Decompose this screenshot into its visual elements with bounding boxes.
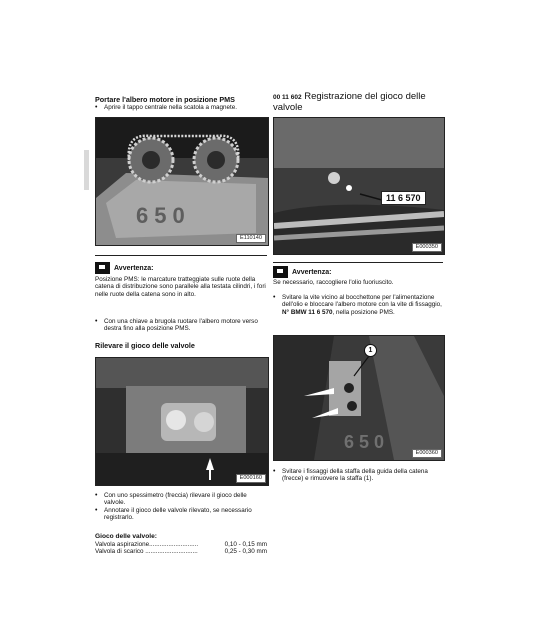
warning-title: Avvertenza: [114,264,154,272]
step-remove-bracket-text: • Svitare i fissaggi della staffa della guida della catena (frecce) e rimuovere la staffa (1). [273,468,443,483]
photo-feeler-gauge [95,357,269,486]
warning-hand-icon [273,266,288,278]
step-open-cap: • Aprire il tappo centrale nella scatola a magnete. [95,104,267,111]
warning-text-oil: Se necessario, raccogliere l'olio fuoriuscito. [273,279,394,286]
part-number-label: 1 [364,344,377,357]
left-heading-pms-block [95,96,267,111]
photo-code-label: E000350 [412,243,442,252]
warning-text-pms: Posizione PMS: le marcature tratteggiate sulle ruote della catena di distribuzione sono parallele alla testata cilindri, i fori nelle ruote della catena sono in alto. [95,276,266,298]
step-lock-post: , nella posizione PMS. [332,308,395,316]
spec-label-intake: Valvola aspirazione............................ [95,541,199,548]
separator-line [273,262,443,263]
step-rotate-crank [95,318,267,333]
warning-hand-icon [95,262,110,274]
spec-table [95,533,267,556]
photo-code-label: E000360 [412,449,442,458]
svg-text:650: 650 [136,203,191,228]
photo-code-label: E110140 [236,234,266,243]
step-lock-crank [273,294,443,316]
spec-row-exhaust [95,548,267,555]
section-code: 00 11 602 [273,94,302,101]
measure-steps [95,492,267,522]
step-rotate-crank-text: • Con una chiave a brugola ruotare l'albero motore verso destra fino alla posizione PMS. [95,318,267,333]
tool-number: N° BMW 11 6 570 [282,308,333,316]
photo-timing-chain [95,117,269,246]
heading-valve-clearance: Rilevare il gioco delle valvole [95,341,195,350]
step-note-clearance: • Annotare il gioco delle valvole rilevato, se necessario registrarlo. [95,507,267,522]
spec-row-intake [95,541,267,548]
page-edge-marker [84,150,89,190]
step-measure-clearance: • Con uno spessimetro (freccia) rilevare il gioco delle valvole. [95,492,267,507]
spec-value-intake: 0,10 - 0,15 mm [224,541,267,548]
section-title [273,92,443,113]
spec-title: Gioco delle valvole: [95,533,157,540]
separator-line [95,255,267,256]
step-lock-pre: Svitare la vite vicino al bocchettone per l'alimentazione dell'olio e bloccare l'albero motore con la vite di fissaggio, [282,294,442,309]
warning-box-pms [95,262,267,298]
photo-chain-guide [273,335,445,461]
spec-value-exhaust: 0,25 - 0,30 mm [224,548,267,556]
heading-crankshaft-tdc: Portare l'albero motore in posizione PMS [95,95,235,104]
step-remove-bracket [273,468,443,483]
warning-box-oil [273,266,443,286]
svg-text:650: 650 [344,432,390,452]
photo-oil-filler [273,117,445,255]
spec-label-exhaust: Valvola di scarico .............................. [95,548,198,556]
step-lock-crank-text [273,294,443,316]
tool-callout: 11 6 570 [381,191,426,205]
warning-title: Avvertenza: [292,268,332,276]
section-title-text: Registrazione del gioco delle valvole [273,91,426,113]
photo-code-label: E000160 [236,474,266,483]
